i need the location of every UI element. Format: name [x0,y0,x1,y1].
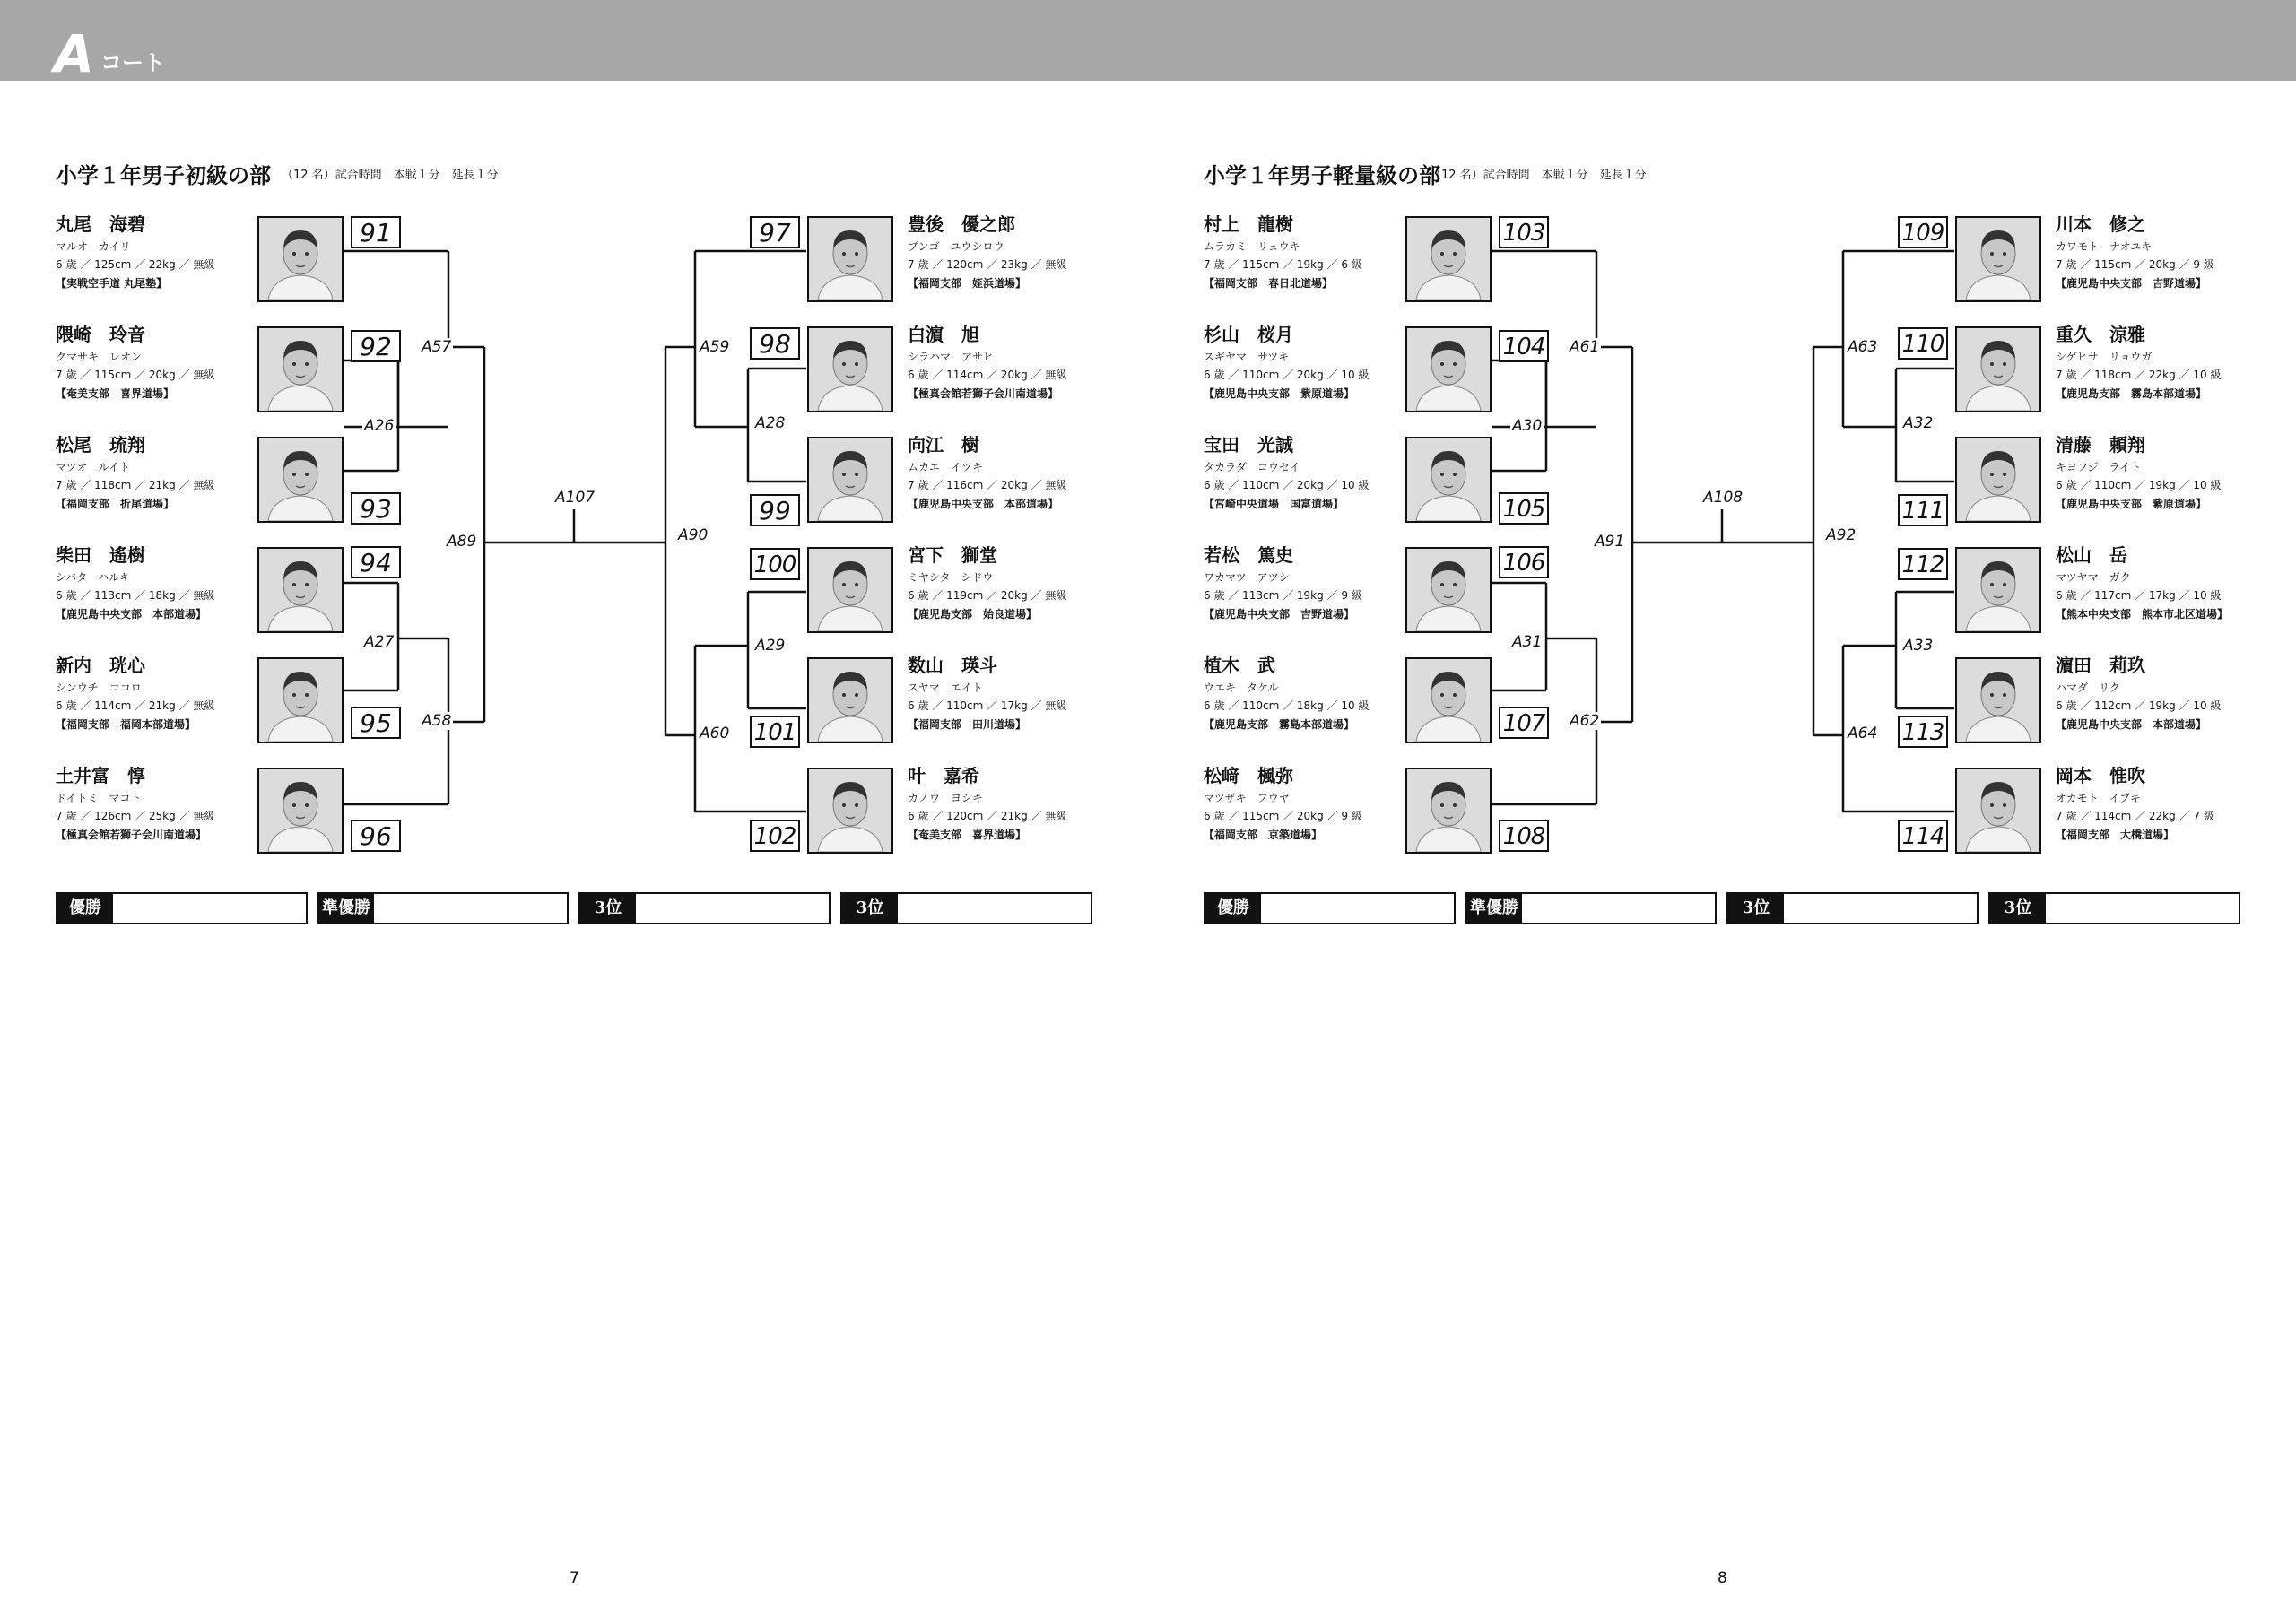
player-kana: ムカエ イツキ [908,461,984,473]
player-number: 106 [1499,546,1549,578]
rank-label: 準優勝 [318,894,374,923]
player-kana: シバタ ハルキ [56,571,131,584]
player-kana: ブンゴ ユウシロウ [908,240,1004,253]
player-stats: 6 歳 ／ 112cm ／ 19kg ／ 10 級 [2056,699,2222,712]
player-name: 土井富 惇 [56,765,145,786]
player-number: 101 [750,716,800,748]
player-dojo: 【福岡支部 福岡本部道場】 [56,718,196,731]
player-name: 数山 瑛斗 [908,655,997,676]
player-dojo: 【鹿児島中央支部 本部道場】 [56,608,207,621]
player-number: 91 [351,216,401,248]
division-title: 小学１年男子初級の部 [56,162,271,188]
player-number: 92 [351,330,401,362]
player-photo [1405,547,1492,633]
player-dojo: 【福岡支部 大橋道場】 [2056,829,2175,841]
player-kana: シンウチ ココロ [56,681,142,694]
player-photo [1955,547,2041,633]
player-number: 100 [750,548,800,580]
player-stats: 6 歳 ／ 110cm ／ 20kg ／ 10 級 [1204,369,1370,381]
player-name: 松﨑 楓弥 [1204,765,1293,786]
player-card [2056,436,2280,509]
player-name: 松尾 琉翔 [56,434,145,456]
match-label: A29 [755,637,786,655]
match-label: A30 [1512,417,1543,435]
player-name: 重久 涼雅 [2056,324,2145,345]
match-label: A32 [1903,414,1934,432]
player-number: 99 [750,494,800,526]
player-kana: マルオ カイリ [56,240,131,253]
player-photo [1405,216,1492,302]
match-label: A107 [555,489,596,507]
player-dojo: 【鹿児島中央支部 本部道場】 [908,498,1059,510]
player-card [2056,767,2280,840]
player-card [1204,436,1428,509]
player-kana: マツヤマ ガク [2056,571,2131,584]
division-subtitle: （12 名）試合時間 本戦１分 延長１分 [282,169,499,182]
player-number: 98 [750,327,800,360]
player-stats: 6 歳 ／ 114cm ／ 21kg ／ 無級 [56,699,215,712]
match-label: A28 [755,414,786,432]
division-subtitle: （12 名）試合時間 本戦１分 延長１分 [1430,169,1647,182]
player-kana: ウエキ タケル [1204,681,1279,694]
player-dojo: 【奄美支部 喜界道場】 [908,829,1027,841]
player-number: 105 [1499,492,1549,525]
player-kana: カワモト ナオユキ [2056,240,2152,253]
player-stats: 7 歳 ／ 126cm ／ 25kg ／ 無級 [56,810,215,822]
player-kana: シゲヒサ リョウガ [2056,351,2152,363]
player-stats: 6 歳 ／ 120cm ／ 21kg ／ 無級 [908,810,1067,822]
player-name: 宮下 獅堂 [908,544,997,566]
player-dojo: 【鹿児島支部 霧島本部道場】 [1204,718,1355,731]
match-label: A59 [700,338,730,356]
player-kana: キヨフジ ライト [2056,461,2142,473]
player-name: 若松 篤史 [1204,544,1293,566]
player-kana: シラハマ アサヒ [908,351,995,363]
match-label: A27 [364,633,395,651]
player-name: 岡本 惟吹 [2056,765,2145,786]
player-number: 109 [1898,216,1948,248]
rank-box [1204,892,1456,924]
player-number: 93 [351,492,401,525]
player-dojo: 【福岡支部 折尾道場】 [56,498,175,510]
player-dojo: 【福岡支部 京築道場】 [1204,829,1323,841]
rank-label: 優勝 [57,894,113,923]
player-card [2056,325,2280,399]
player-stats: 6 歳 ／ 125cm ／ 22kg ／ 無級 [56,258,215,271]
player-dojo: 【鹿児島中央支部 紫原道場】 [2056,498,2207,510]
player-stats: 6 歳 ／ 113cm ／ 18kg ／ 無級 [56,589,215,602]
player-number: 104 [1499,330,1549,362]
player-number: 114 [1898,820,1948,852]
match-label: A57 [422,338,452,356]
match-label: A31 [1512,633,1543,651]
player-name: 松山 岳 [2056,544,2127,566]
player-stats: 6 歳 ／ 113cm ／ 19kg ／ 9 級 [1204,589,1362,602]
player-dojo: 【福岡支部 田川道場】 [908,718,1027,731]
rank-box [1465,892,1717,924]
rank-label: 3位 [1728,894,1784,923]
player-name: 白濵 旭 [908,324,979,345]
player-name: 叶 嘉希 [908,765,979,786]
player-photo [1955,768,2041,854]
player-kana: タカラダ コウセイ [1204,461,1300,473]
player-stats: 6 歳 ／ 110cm ／ 19kg ／ 10 級 [2056,479,2222,491]
rank-label: 3位 [842,894,898,923]
match-label: A62 [1570,712,1600,730]
player-photo [1955,657,2041,743]
player-kana: ハマダ リク [2056,681,2120,694]
match-label: A92 [1826,526,1857,544]
player-dojo: 【実戦空手道 丸尾塾】 [56,277,168,290]
player-number: 96 [351,820,401,852]
player-name: 清藤 頼翔 [2056,434,2145,456]
player-stats: 7 歳 ／ 115cm ／ 20kg ／ 無級 [56,369,215,381]
player-dojo: 【奄美支部 喜界道場】 [56,387,175,400]
player-name: 柴田 遙樹 [56,544,145,566]
match-label: A58 [422,712,452,730]
player-card [1204,656,1428,730]
player-number: 97 [750,216,800,248]
player-card [2056,215,2280,289]
player-name: 丸尾 海碧 [56,213,145,235]
player-kana: オカモト イブキ [2056,792,2141,804]
player-card [1204,546,1428,620]
player-photo [1405,437,1492,523]
player-stats: 6 歳 ／ 110cm ／ 17kg ／ 無級 [908,699,1067,712]
player-dojo: 【福岡支部 姪浜道場】 [908,277,1027,290]
player-name: 杉山 桜月 [1204,324,1293,345]
player-name: 豊後 優之郎 [908,213,1015,235]
player-stats: 7 歳 ／ 115cm ／ 20kg ／ 9 級 [2056,258,2214,271]
player-stats: 7 歳 ／ 115cm ／ 19kg ／ 6 級 [1204,258,1362,271]
player-number: 102 [750,820,800,852]
match-label: A89 [447,533,477,551]
player-number: 108 [1499,820,1549,852]
player-stats: 7 歳 ／ 118cm ／ 21kg ／ 無級 [56,479,215,491]
player-number: 111 [1898,494,1948,526]
player-card [2056,656,2280,730]
player-card [1204,215,1428,289]
player-kana: マツオ ルイト [56,461,131,473]
player-kana: ドイトミ マコト [56,792,142,804]
player-number: 95 [351,707,401,739]
court-label: コート [100,50,165,75]
player-dojo: 【極真会館若獅子会川南道場】 [908,387,1059,400]
player-stats: 6 歳 ／ 117cm ／ 17kg ／ 10 級 [2056,589,2222,602]
player-name: 隈崎 玲音 [56,324,145,345]
player-number: 94 [351,546,401,578]
player-dojo: 【宮崎中央道場 国富道場】 [1204,498,1344,510]
player-number: 110 [1898,327,1948,360]
player-card [1204,767,1428,840]
rank-label: 優勝 [1205,894,1261,923]
player-card [1204,325,1428,399]
player-number: 107 [1499,707,1549,739]
match-label: A26 [364,417,395,435]
player-stats: 6 歳 ／ 114cm ／ 20kg ／ 無級 [908,369,1067,381]
player-dojo: 【鹿児島中央支部 紫原道場】 [1204,387,1355,400]
page-number: 7 [570,1569,579,1587]
player-photo [1955,216,2041,302]
player-photo [1955,437,2041,523]
match-label: A60 [700,725,730,742]
player-stats: 6 歳 ／ 110cm ／ 20kg ／ 10 級 [1204,479,1370,491]
player-stats: 7 歳 ／ 120cm ／ 23kg ／ 無級 [908,258,1067,271]
player-photo [1405,768,1492,854]
player-stats: 7 歳 ／ 118cm ／ 22kg ／ 10 級 [2056,369,2222,381]
rank-box [1726,892,1979,924]
player-kana: ミヤシタ シドウ [908,571,994,584]
court-letter: A [54,23,94,84]
division-title: 小学１年男子軽量級の部 [1204,162,1440,188]
rank-label: 3位 [580,894,636,923]
player-name: 向江 樹 [908,434,979,456]
player-kana: クマサキ レオン [56,351,143,363]
rank-label: 3位 [1990,894,2046,923]
player-name: 川本 修之 [2056,213,2145,235]
player-card [2056,546,2280,620]
player-name: 新内 珖心 [56,655,145,676]
player-kana: カノウ ヨシキ [908,792,984,804]
player-name: 濵田 莉玖 [2056,655,2145,676]
match-label: A61 [1570,338,1600,356]
player-stats: 6 歳 ／ 119cm ／ 20kg ／ 無級 [908,589,1067,602]
player-dojo: 【鹿児島中央支部 吉野道場】 [1204,608,1355,621]
player-name: 宝田 光誠 [1204,434,1293,456]
player-dojo: 【鹿児島中央支部 本部道場】 [2056,718,2207,731]
player-dojo: 【福岡支部 春日北道場】 [1204,277,1334,290]
player-dojo: 【鹿児島支部 霧島本部道場】 [2056,387,2207,400]
match-label: A91 [1595,533,1625,551]
player-stats: 7 歳 ／ 114cm ／ 22kg ／ 7 級 [2056,810,2214,822]
player-stats: 6 歳 ／ 110cm ／ 18kg ／ 10 級 [1204,699,1370,712]
player-photo [1955,326,2041,412]
rank-box [1988,892,2240,924]
player-kana: マツザキ フウヤ [1204,792,1290,804]
player-name: 植木 武 [1204,655,1275,676]
player-photo [1405,326,1492,412]
player-dojo: 【鹿児島支部 始良道場】 [908,608,1038,621]
rank-label: 準優勝 [1466,894,1522,923]
player-number: 113 [1898,716,1948,748]
match-label: A108 [1703,489,1744,507]
match-label: A64 [1848,725,1878,742]
player-dojo: 【鹿児島中央支部 吉野道場】 [2056,277,2207,290]
player-kana: スヤマ エイト [908,681,983,694]
match-label: A63 [1848,338,1878,356]
player-dojo: 【極真会館若獅子会川南道場】 [56,829,207,841]
player-number: 103 [1499,216,1549,248]
player-stats: 7 歳 ／ 116cm ／ 20kg ／ 無級 [908,479,1067,491]
player-kana: ワカマツ アツシ [1204,571,1290,584]
player-kana: ムラカミ リュウキ [1204,240,1300,253]
player-number: 112 [1898,548,1948,580]
player-dojo: 【熊本中央支部 熊本市北区道場】 [2056,608,2229,621]
player-photo [1405,657,1492,743]
page-number: 8 [1718,1569,1727,1587]
player-stats: 6 歳 ／ 115cm ／ 20kg ／ 9 級 [1204,810,1362,822]
match-label: A90 [678,526,709,544]
player-name: 村上 龍樹 [1204,213,1293,235]
match-label: A33 [1903,637,1934,655]
player-kana: スギヤマ サツキ [1204,351,1290,363]
